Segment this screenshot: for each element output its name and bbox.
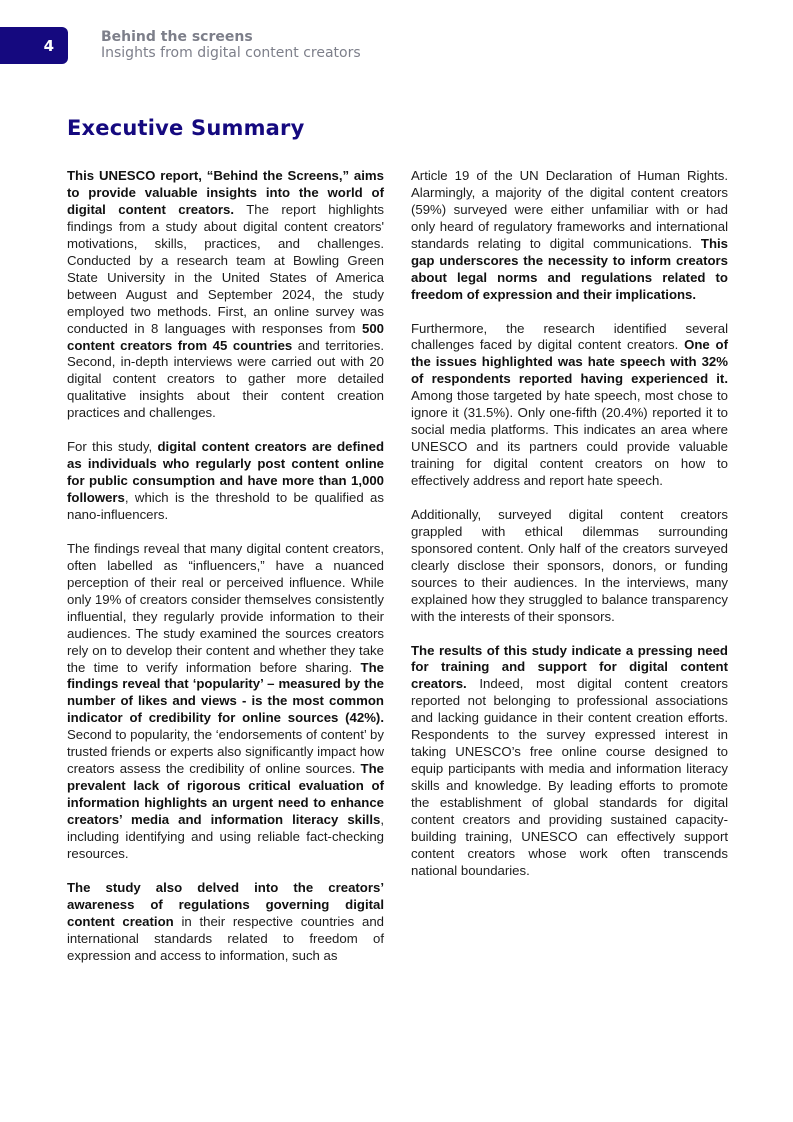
section-title: Executive Summary <box>67 116 305 140</box>
body-text: in their respective countries and international standards related to freedom of expression and access to information, such as <box>67 913 384 963</box>
bold-text: This gap underscores the necessity to inform creators about legal norms and regulations related to freedom of expression and their implications. <box>411 235 728 302</box>
paragraph-findings <box>67 541 384 863</box>
report-subtitle: Insights from digital content creators <box>101 45 361 61</box>
body-text: , including identifying and using reliable fact-checking resources. <box>67 812 384 861</box>
bold-text: The findings reveal that ‘popularity’ – measured by the number of likes and views - is the most common indicator of credibility for online sources (42%). <box>67 659 384 726</box>
bold-text: The results of this study indicate a pressing need for training and support for digital content creators. <box>411 642 728 692</box>
paragraph-regulations <box>67 880 384 965</box>
body-text: The report highlights findings from a study about digital content creators' motivations, skills, practices, and challenges. Conducted by a research team at Bowling Green State University in the United States of America between August and September 2024, the study employed two methods. First, an online survey was conducted in 8 languages with responses from <box>67 201 384 336</box>
paragraph-hate-speech <box>411 321 728 491</box>
page-number: 4 <box>43 36 54 55</box>
body-text: Second to popularity, the ‘endorsements of content’ by trusted friends or experts also significantly impact how creators assess the credibility of online sources. <box>67 727 384 777</box>
page-number-tab <box>0 27 68 64</box>
paragraph-training-need <box>411 643 728 880</box>
bold-text: digital content creators are defined as individuals who regularly post content online for public consumption and have more than 1,000 followers <box>67 439 385 506</box>
paragraph-article-19 <box>411 168 728 304</box>
body-text: , which is the threshold to be qualified as nano-influencers. <box>67 490 384 522</box>
body-text: Indeed, most digital content creators reported not belonging to professional associations and lacking guidance in their content creation efforts. Respondents to the survey expressed interest in taking UNESCO’s free online course designed to equip participants with media and information literacy skills and knowledge. By leading efforts to promote the establishment of global standards for digital content creators and providing sustained capacity-building training, UNESCO can effectively support content creators whose work often transcends national boundaries. <box>411 676 728 878</box>
body-text: For this study, <box>67 439 158 455</box>
paragraph-sponsored-content <box>411 507 728 626</box>
paragraph-definition <box>67 439 384 524</box>
body-text: and territories. Second, in-depth interviews were carried out with 20 digital content creators to gather more detailed qualitative insights about their content creation practices and challenges. <box>67 337 384 421</box>
bold-text: One of the issues highlighted was hate speech with 32% of respondents reported having experienced it. <box>411 337 728 387</box>
body-text: Additionally, surveyed digital content creators grappled with ethical dilemmas surrounding sponsored content. Only half of the creators surveyed clearly disclose their sponsors, donors, or funding sources to their audiences. In the interviews, many explained how they struggled to balance transparency with the interests of their sponsors. <box>411 506 728 624</box>
bold-text: The prevalent lack of rigorous critical evaluation of information highlights an urgent need to enhance creators’ media and information literacy skills <box>67 761 384 828</box>
report-title: Behind the screens <box>101 29 253 45</box>
bold-text: The study also delved into the creators’ awareness of regulations governing digital content creation <box>67 879 384 929</box>
body-text: The findings reveal that many digital content creators, often labelled as “influencers,” have a nuanced perception of their real or perceived influence. While only 19% of creators consider themselves consistently influential, they regularly provide information to their audiences. The study examined the sources creators rely on to develop their content and whether they take the time to verify information before sharing. <box>67 540 384 675</box>
right-column <box>411 168 728 897</box>
body-text: Article 19 of the UN Declaration of Human Rights. Alarmingly, a majority of the digital content creators (59%) surveyed were either unfamiliar with or had only heard of regulatory frameworks and international standards relating to digital communications. <box>411 168 728 251</box>
bold-text: 500 content creators from 45 countries <box>67 320 384 353</box>
paragraph-intro <box>67 168 384 422</box>
body-text: Among those targeted by hate speech, most chose to ignore it (31.5%). Only one-fifth (20.4%) reported it to social media platforms. This indicates an area where UNESCO and its partners could provide valuable training for digital content creators on how to effectively address and report hate speech. <box>411 388 728 489</box>
running-header <box>101 29 361 61</box>
body-text: Furthermore, the research identified several challenges faced by digital content creators. <box>411 320 728 353</box>
left-column <box>67 168 384 982</box>
bold-text: This UNESCO report, “Behind the Screens,” aims to provide valuable insights into the world of digital content creators. <box>67 168 384 217</box>
